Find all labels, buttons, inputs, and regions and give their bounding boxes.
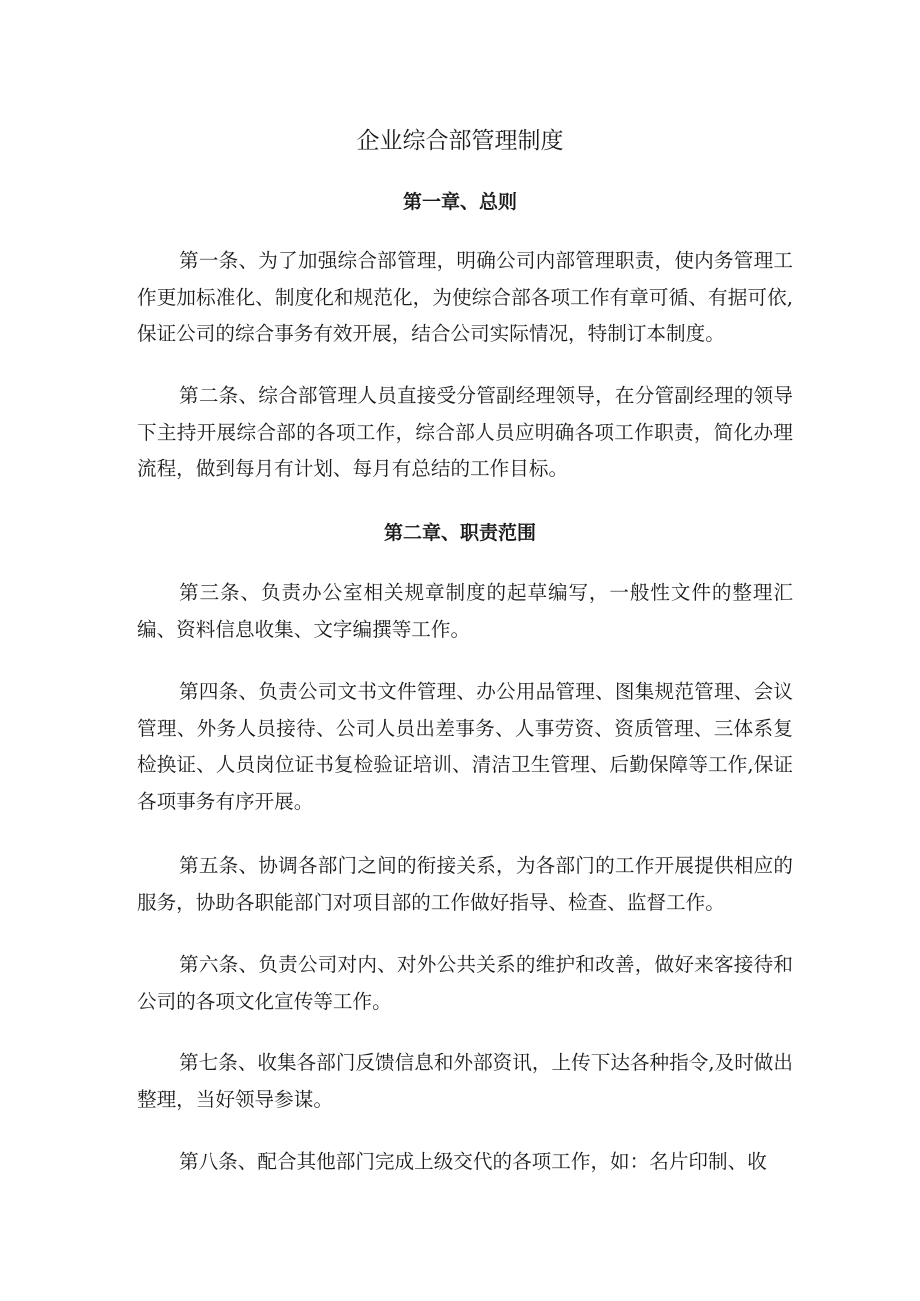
chapter-heading-general: 第一章、总则	[402, 191, 517, 213]
document-title: 企业综合部管理制度	[356, 128, 564, 154]
article-paragraph: 第七条、收集各部门反馈信息和外部资讯，上传下达各种指令,及时做出整理，当好领导参谋。	[137, 1051, 793, 1111]
article-paragraph: 第五条、协调各部门之间的衔接关系，为各部门的工作开展提供相应的服务，协助各职能部门对项目部的工作做好指导、检查、监督工作。	[137, 854, 793, 914]
article-paragraph: 第三条、负责办公室相关规章制度的起草编写，一般性文件的整理汇编、资料信息收集、文字编撰等工作。	[137, 581, 793, 641]
chapter-heading-responsibilities: 第二章、职责范围	[383, 522, 536, 544]
article-paragraph: 第二条、综合部管理人员直接受分管副经理领导，在分管副经理的领导下主持开展综合部的各项工作，综合部人员应明确各项工作职责，简化办理流程，做到每月有计划、每月有总结的工作目标。	[137, 384, 793, 480]
article-paragraph: 第四条、负责公司文书文件管理、办公用品管理、图集规范管理、会议管理、外务人员接待、公司人员出差事务、人事劳资、资质管理、三体系复检换证、人员岗位证书复检验证培训、清洁卫生管理、后勤保障等工作,保证各项事务有序开展。	[137, 680, 793, 813]
article-paragraph: 第一条、为了加强综合部管理，明确公司内部管理职责，使内务管理工作更加标准化、制度化和规范化，为使综合部各项工作有章可循、有据可依,保证公司的综合事务有效开展，结合公司实际情况，特制订本制度。	[137, 249, 793, 345]
article-paragraph: 第八条、配合其他部门完成上级交代的各项工作，如：名片印制、收	[179, 1150, 767, 1173]
article-paragraph: 第六条、负责公司对内、对外公共关系的维护和改善，做好来客接待和公司的各项文化宣传等工作。	[137, 953, 793, 1013]
